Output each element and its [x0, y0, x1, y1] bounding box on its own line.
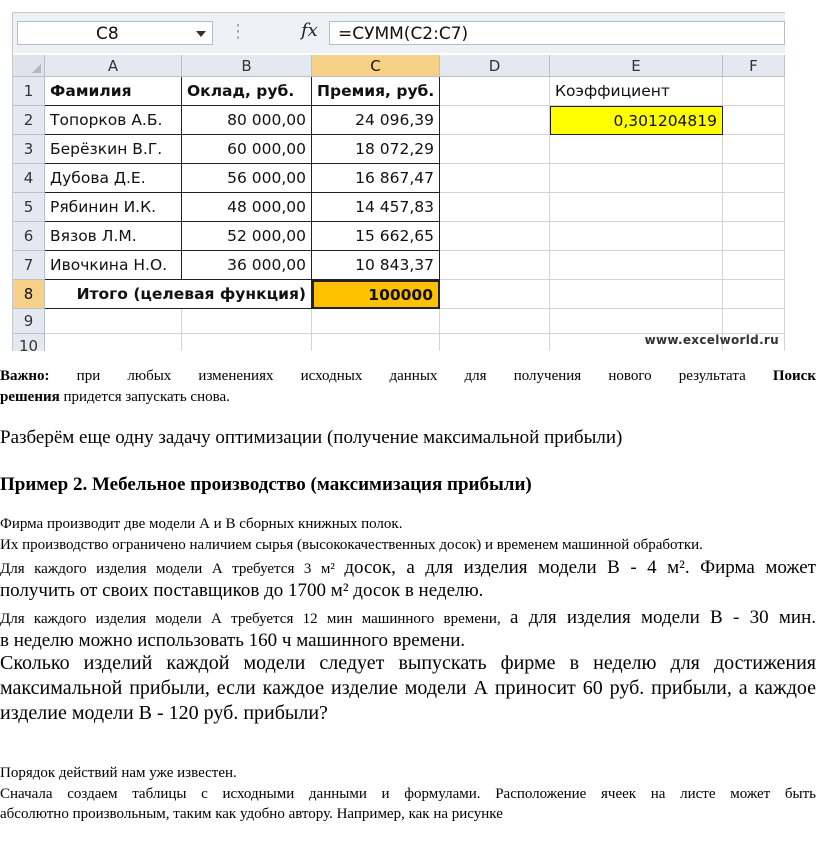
cell-f9[interactable]	[723, 309, 785, 334]
cell-a6[interactable]: Вязов Л.М.	[45, 222, 182, 251]
cell-c7[interactable]: 10 843,37	[312, 251, 440, 280]
paragraph-4-line-2: в неделю можно использовать 160 ч машинного времени.	[0, 630, 466, 651]
cell-c6[interactable]: 15 662,65	[312, 222, 440, 251]
cell-d8[interactable]	[440, 280, 550, 309]
cell-c3[interactable]: 18 072,29	[312, 135, 440, 164]
total-value-cell[interactable]: 100000	[312, 280, 440, 309]
row-header-6[interactable]: 6	[13, 222, 45, 251]
column-header-d[interactable]: D	[440, 55, 550, 77]
excel-screenshot	[12, 12, 785, 351]
note-label: Важно:	[0, 368, 50, 384]
cell-e5[interactable]	[550, 193, 723, 222]
cell-b6[interactable]: 52 000,00	[182, 222, 312, 251]
formula-bar	[13, 13, 785, 53]
intro-text: Разберём еще одну задачу оптимизации (получение максимальной прибыли)	[0, 427, 623, 448]
cell-f1[interactable]	[723, 77, 785, 106]
row-header-8[interactable]: 8	[13, 280, 45, 309]
cell-d2[interactable]	[440, 106, 550, 135]
paragraph-3-part-b: досок, а для изделия модели В - 4 м². Фирма может	[344, 557, 816, 578]
cell-f3[interactable]	[723, 135, 785, 164]
name-box[interactable]	[17, 21, 213, 45]
example-heading: Пример 2. Мебельное производство (максимизация прибыли)	[0, 474, 532, 495]
row-header-5[interactable]: 5	[13, 193, 45, 222]
column-header-b[interactable]: B	[182, 55, 312, 77]
fx-icon[interactable]: fx	[301, 20, 318, 41]
cell-e8[interactable]	[550, 280, 723, 309]
row-header-4[interactable]: 4	[13, 164, 45, 193]
cell-a3[interactable]: Берёзкин В.Г.	[45, 135, 182, 164]
formula-text: =СУММ(C2:C7)	[338, 24, 469, 44]
cell-e1[interactable]: Коэффициент	[550, 77, 723, 106]
cell-a1[interactable]: Фамилия	[45, 77, 182, 106]
paragraph-4-part-b: а для изделия модели В - 30 мин.	[510, 607, 816, 628]
paragraph-1: Фирма производит две модели А и В сборных книжных полок.	[0, 516, 403, 532]
paragraph-6: Порядок действий нам уже известен.	[0, 765, 237, 781]
cell-f5[interactable]	[723, 193, 785, 222]
note-text-2: придется запускать снова.	[59, 389, 230, 405]
row-header-9[interactable]: 9	[13, 309, 45, 334]
cell-c4[interactable]: 16 867,47	[312, 164, 440, 193]
cell-d1[interactable]	[440, 77, 550, 106]
cell-e7[interactable]	[550, 251, 723, 280]
cell-b10[interactable]	[182, 334, 312, 351]
note-text: при любых изменениях исходных данных для получения нового результата	[49, 368, 773, 384]
row-header-2[interactable]: 2	[13, 106, 45, 135]
cell-a7[interactable]: Ивочкина Н.О.	[45, 251, 182, 280]
paragraph-3-part-a: Для каждого изделия модели А требуется 3 м²	[0, 561, 345, 577]
cell-a4[interactable]: Дубова Д.Е.	[45, 164, 182, 193]
total-label-cell[interactable]: Итого (целевая функция)	[45, 280, 312, 309]
formula-input[interactable]	[329, 21, 785, 45]
note-line-1	[0, 368, 816, 385]
cell-d4[interactable]	[440, 164, 550, 193]
cell-a10[interactable]	[45, 334, 182, 351]
note-bold-term-2: решения	[0, 389, 60, 405]
paragraph-7-line-1: Сначала создаем таблицы с исходными данными и формулами. Расположение ячеек на листе может быть	[0, 786, 816, 802]
row-header-3[interactable]: 3	[13, 135, 45, 164]
cell-d10[interactable]	[440, 334, 550, 351]
formula-bar-separator: ⋮	[229, 21, 247, 42]
cell-f2[interactable]	[723, 106, 785, 135]
cell-f6[interactable]	[723, 222, 785, 251]
paragraph-4-part-a: Для каждого изделия модели А требуется 12 мин машинного времени,	[0, 611, 510, 627]
row-header-10[interactable]: 10	[13, 334, 45, 351]
cell-d6[interactable]	[440, 222, 550, 251]
cell-d7[interactable]	[440, 251, 550, 280]
cell-b7[interactable]: 36 000,00	[182, 251, 312, 280]
cell-e6[interactable]	[550, 222, 723, 251]
cell-c1[interactable]: Премия, руб.	[312, 77, 440, 106]
paragraph-3-line-2: получить от своих поставщиков до 1700 м² досок в неделю.	[0, 580, 484, 601]
column-header-c[interactable]: C	[312, 55, 440, 77]
row-header-7[interactable]: 7	[13, 251, 45, 280]
note-line-2	[0, 389, 816, 406]
cell-c10[interactable]	[312, 334, 440, 351]
cell-b2[interactable]: 80 000,00	[182, 106, 312, 135]
question-line-2: максимальной прибыли, если каждое изделие модели А приносит 60 руб. прибыли, а каждое	[0, 677, 816, 699]
cell-c2[interactable]: 24 096,39	[312, 106, 440, 135]
cell-c9[interactable]	[312, 309, 440, 334]
paragraph-2: Их производство ограничено наличием сырья (высококачественных досок) и временем машинной обработки.	[0, 537, 703, 553]
select-all-corner[interactable]	[13, 55, 45, 77]
question-line-1: Сколько изделий каждой модели следует выпускать фирме в неделю для достижения	[0, 652, 816, 674]
cell-d5[interactable]	[440, 193, 550, 222]
cell-d9[interactable]	[440, 309, 550, 334]
cell-e3[interactable]	[550, 135, 723, 164]
cell-b4[interactable]: 56 000,00	[182, 164, 312, 193]
question-line-3: изделие модели В - 120 руб. прибыли?	[0, 702, 328, 724]
cell-b1[interactable]: Оклад, руб.	[182, 77, 312, 106]
cell-b3[interactable]: 60 000,00	[182, 135, 312, 164]
cell-d3[interactable]	[440, 135, 550, 164]
coefficient-cell[interactable]: 0,301204819	[550, 106, 723, 135]
note-bold-term: Поиск	[772, 368, 816, 384]
cell-a5[interactable]: Рябинин И.К.	[45, 193, 182, 222]
column-header-e[interactable]: E	[550, 55, 723, 77]
column-header-f[interactable]: F	[723, 55, 785, 77]
chevron-down-icon[interactable]	[196, 31, 206, 37]
cell-e9[interactable]	[550, 309, 723, 334]
cell-b5[interactable]: 48 000,00	[182, 193, 312, 222]
cell-c5[interactable]: 14 457,83	[312, 193, 440, 222]
cell-f4[interactable]	[723, 164, 785, 193]
cell-f8[interactable]	[723, 280, 785, 309]
row-header-1[interactable]: 1	[13, 77, 45, 106]
cell-b9[interactable]	[182, 309, 312, 334]
paragraph-3-line-1	[0, 557, 816, 579]
column-header-a[interactable]: A	[45, 55, 182, 77]
paragraph-7-line-2: абсолютно произвольным, таким как удобно автору. Например, как на рисунке	[0, 806, 503, 822]
cell-a9[interactable]	[45, 309, 182, 334]
paragraph-4-line-1	[0, 607, 816, 629]
cell-f7[interactable]	[723, 251, 785, 280]
cell-e4[interactable]	[550, 164, 723, 193]
watermark: www.excelworld.ru	[644, 333, 779, 347]
cell-a2[interactable]: Топорков А.Б.	[45, 106, 182, 135]
name-box-value: C8	[96, 24, 119, 44]
